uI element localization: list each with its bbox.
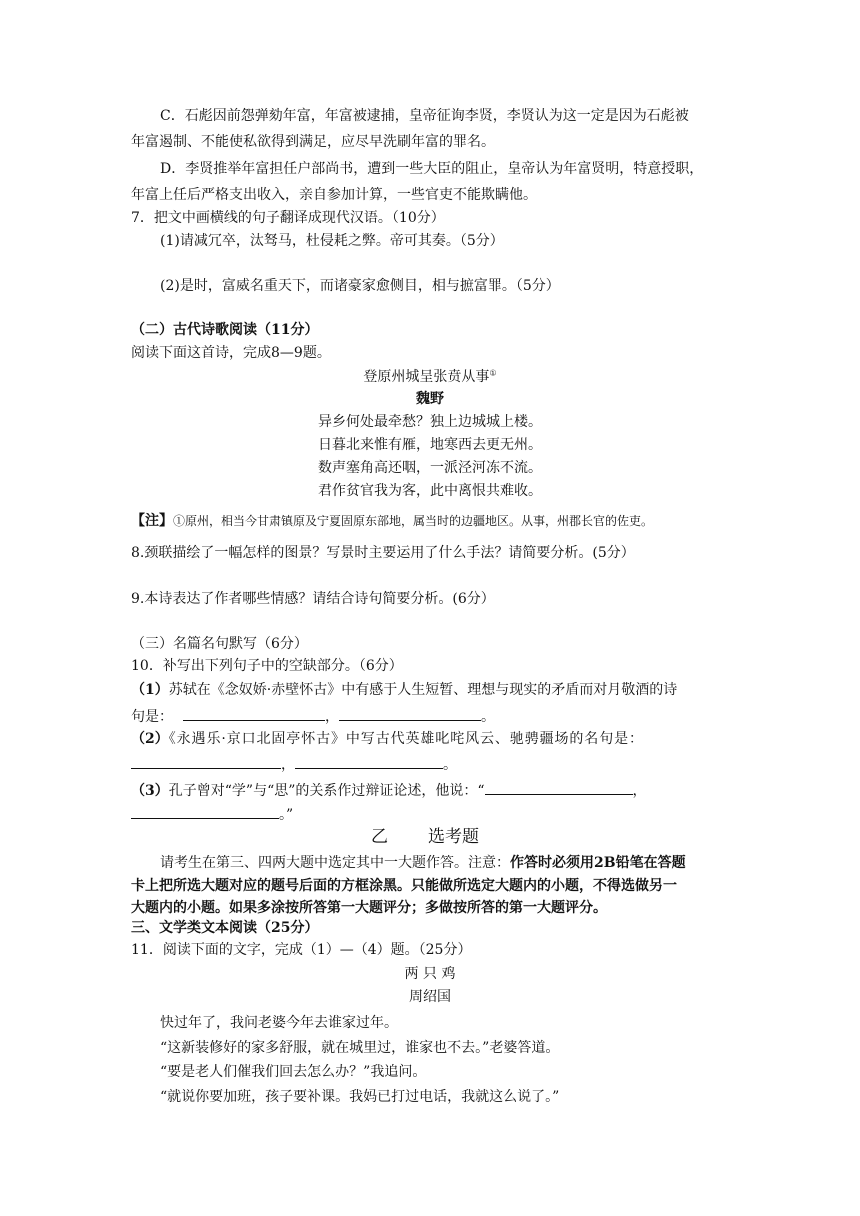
q8-stem: 8.颈联描绘了一幅怎样的图景？写景时主要运用了什么手法？请简要分析。(5分） xyxy=(131,545,635,561)
q10-item3-line1: （3）孔子曾对“学”与“思”的关系作过辩证论述，他说：“ ， xyxy=(131,779,647,801)
footnote-marker: ① xyxy=(489,368,497,378)
q7-sub1: (1)请减冗卒，汰驽马，杜侵耗之弊。帝可其奏。（5分） xyxy=(160,233,504,249)
poem-line-4: 君作贫官我为客，此中离恨共难收。 xyxy=(318,483,542,499)
item2-number: （2） xyxy=(131,731,169,747)
q10-item1-line2: 句是： ， 。 xyxy=(131,705,495,727)
elective-intro-line1: 请考生在第三、四两大题中选定其中一大题作答。注意：作答时必须用2B铅笔在答题 xyxy=(160,855,686,871)
elective-heading-left: 乙 xyxy=(371,827,388,847)
story-paragraph: “就说你要加班，孩子要补课。我妈已打过电话，我就这么说了。” xyxy=(160,1089,560,1105)
q10-stem: 10．补写出下列句子中的空缺部分。（6分） xyxy=(131,658,403,674)
item3-number: （3） xyxy=(131,783,169,799)
note-text: ①原州，相当今甘肃镇原及宁夏固原东部地，属当时的边疆地区。从事，州郡长官的佐吏。 xyxy=(173,514,654,528)
answer-blank[interactable] xyxy=(131,803,279,819)
story-paragraph: “要是老人们催我们回去怎么办？”我追问。 xyxy=(160,1064,427,1080)
story-title: 两 只 鸡 xyxy=(404,966,456,982)
item1-number: （1） xyxy=(131,682,169,698)
q10-item2-line1 xyxy=(131,729,644,749)
item3-text: 孔子曾对“学”与“思”的关系作过辩证论述，他说：“ xyxy=(168,783,485,799)
answer-blank[interactable] xyxy=(485,779,633,795)
q10-item3-line2: 。” xyxy=(131,803,293,825)
story-author: 周绍国 xyxy=(409,989,451,1005)
elective-intro-line3: 大题内的小题。如果多涂按所答第一大题评分；多做按所答的第一大题评分。 xyxy=(131,900,607,916)
answer-blank[interactable] xyxy=(295,753,443,769)
q6-option-d-line1: D．李贤推举年富担任户部尚书，遭到一些大臣的阻止，皇帝认为年富贤明，特意授职， xyxy=(160,161,704,177)
story-paragraph: “这新装修好的家多舒服，就在城里过，谁家也不去。”老婆答道。 xyxy=(160,1040,560,1056)
poem-line-1: 异乡何处最牵愁？独上边城城上楼。 xyxy=(318,414,542,430)
q11-stem: 11．阅读下面的文字，完成（1）—（4）题。（25分） xyxy=(131,942,472,958)
dictation-section-title: （三）名篇名句默写（6分） xyxy=(131,636,308,652)
q10-item2-line2: ， 。 xyxy=(131,753,457,775)
q6-option-c-line2: 年富遏制、不能使私欲得到满足，应尽早洗刷年富的罪名。 xyxy=(131,134,495,150)
q6-option-d-line2: 年富上任后严格支出收入，亲自参加计算，一些官吏不能欺瞒他。 xyxy=(131,187,537,203)
answer-blank[interactable] xyxy=(183,705,325,721)
elective-intro-line2: 卡上把所选大题对应的题号后面的方框涂黑。只能做所选定大题内的小题，不得选做另一 xyxy=(131,878,677,894)
elective-heading-right: 选考题 xyxy=(428,827,479,847)
story-paragraph: 快过年了，我问老婆今年去谁家过年。 xyxy=(160,1015,398,1031)
q7-stem: 7．把文中画横线的句子翻译成现代汉语。（10分） xyxy=(131,210,445,226)
q7-sub2: (2)是时，富威名重天下，而诸豪家愈侧目，相与摭富罪。（5分） xyxy=(160,278,560,294)
answer-blank[interactable] xyxy=(339,705,481,721)
poem-author: 魏野 xyxy=(416,391,444,407)
poem-title: 登原州城呈张贲从事① xyxy=(363,368,497,385)
item2-text: 《永遇乐·京口北固亭怀古》中写古代英雄叱咤风云、驰骋疆场的名句是： xyxy=(168,731,644,747)
item1-text: 苏轼在《念奴娇·赤壁怀古》中有感于人生短暂、理想与现实的矛盾而对月敬酒的诗 xyxy=(168,682,678,698)
poem-line-3: 数声塞角高还咽，一派泾河冻不流。 xyxy=(318,460,542,476)
poetry-instruction: 阅读下面这首诗，完成8—9题。 xyxy=(131,345,331,361)
answer-blank[interactable] xyxy=(131,753,281,769)
section3-title: 三、文学类文本阅读（25分） xyxy=(131,920,319,936)
q6-option-c-line1: C．石彪因前怨弹劾年富，年富被逮捕，皇帝征询李贤，李贤认为这一定是因为石彪被 xyxy=(160,108,689,124)
poetry-section-title: （二）古代诗歌阅读（11分） xyxy=(131,322,319,338)
q9-stem: 9.本诗表达了作者哪些情感？请结合诗句简要分析。(6分） xyxy=(131,591,495,607)
q10-item1-line1 xyxy=(131,680,677,700)
poem-note xyxy=(131,511,653,531)
note-label: 【注】 xyxy=(131,513,173,529)
poem-line-2: 日暮北来惟有雁，地寒西去更无州。 xyxy=(318,437,542,453)
